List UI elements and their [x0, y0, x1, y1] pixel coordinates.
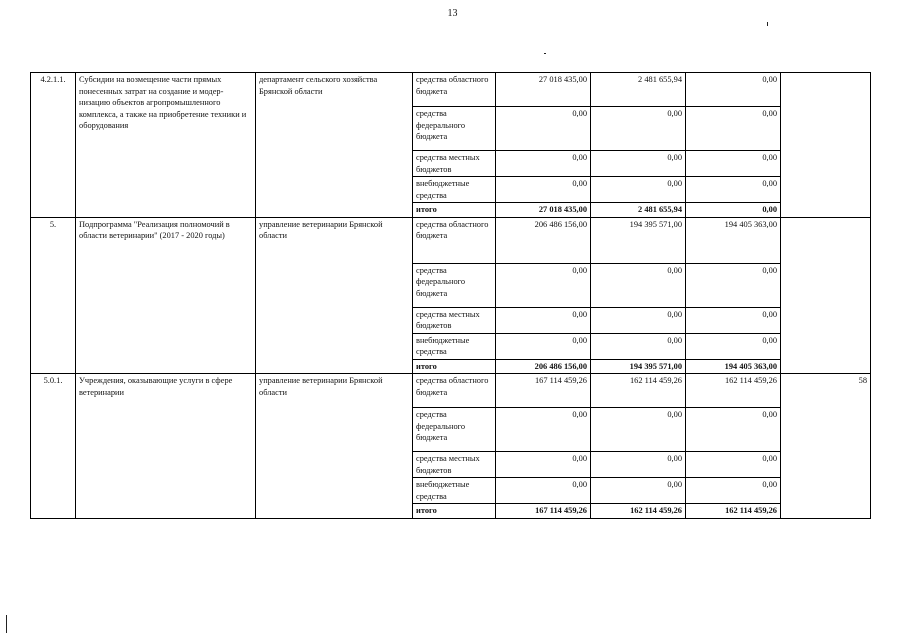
scan-speck — [544, 53, 546, 54]
funding-source: внебюджетные средства — [413, 478, 496, 504]
amount-2: 0,00 — [591, 307, 686, 333]
scan-speck — [767, 22, 768, 26]
executor-name: департамент сельского хозяйства Брянской области — [256, 73, 413, 218]
funding-source: средства местных бюджетов — [413, 151, 496, 177]
amount-1: 206 486 156,00 — [496, 217, 591, 263]
amount-1: 0,00 — [496, 478, 591, 504]
total-amount-3: 194 405 363,00 — [686, 359, 781, 374]
measure-name: Подпрограмма "Реализация полномочий в области ветеринарии" (2017 - 2020 годы) — [76, 217, 256, 374]
executor-name: управление ветеринарии Брянской области — [256, 217, 413, 374]
table-row — [31, 374, 871, 408]
amount-3: 0,00 — [686, 452, 781, 478]
amount-2: 0,00 — [591, 151, 686, 177]
amount-2: 0,00 — [591, 263, 686, 307]
executor-name: управление ветеринарии Брянской области — [256, 374, 413, 519]
total-amount-1: 206 486 156,00 — [496, 359, 591, 374]
amount-2: 2 481 655,94 — [591, 73, 686, 107]
amount-2: 0,00 — [591, 333, 686, 359]
amount-2: 0,00 — [591, 478, 686, 504]
table-row — [31, 217, 871, 263]
table-row — [31, 73, 871, 107]
funding-source: внебюджетные средства — [413, 333, 496, 359]
amount-3: 0,00 — [686, 177, 781, 203]
amount-3: 194 405 363,00 — [686, 217, 781, 263]
page-number: 13 — [447, 8, 458, 19]
amount-1: 0,00 — [496, 177, 591, 203]
total-amount-2: 162 114 459,26 — [591, 504, 686, 519]
amount-2: 0,00 — [591, 408, 686, 452]
amount-2: 162 114 459,26 — [591, 374, 686, 408]
amount-3: 0,00 — [686, 307, 781, 333]
total-amount-2: 194 395 571,00 — [591, 359, 686, 374]
amount-2: 194 395 571,00 — [591, 217, 686, 263]
amount-2: 0,00 — [591, 452, 686, 478]
measure-code: 5.0.1. — [31, 374, 76, 519]
extra-value — [781, 217, 871, 374]
funding-source: внебюджетные средства — [413, 177, 496, 203]
amount-3: 0,00 — [686, 73, 781, 107]
amount-1: 27 018 435,00 — [496, 73, 591, 107]
amount-1: 0,00 — [496, 333, 591, 359]
amount-1: 0,00 — [496, 151, 591, 177]
scan-speck — [6, 615, 7, 633]
amount-3: 0,00 — [686, 263, 781, 307]
amount-2: 0,00 — [591, 107, 686, 151]
funding-source: средства местных бюджетов — [413, 452, 496, 478]
measure-name: Субсидии на возмещение части прямых понесенных затрат на создание и модер-низацию объектов агропромышленного комплекса, а также на приобретение техники и оборудования — [76, 73, 256, 218]
total-amount-1: 27 018 435,00 — [496, 203, 591, 218]
amount-1: 0,00 — [496, 408, 591, 452]
funding-source: средства областного бюджета — [413, 374, 496, 408]
amount-1: 0,00 — [496, 263, 591, 307]
amount-3: 0,00 — [686, 408, 781, 452]
measure-code: 5. — [31, 217, 76, 374]
measure-name: Учреждения, оказывающие услуги в сфере ветеринарии — [76, 374, 256, 519]
amount-1: 0,00 — [496, 307, 591, 333]
amount-1: 167 114 459,26 — [496, 374, 591, 408]
funding-source: средства федерального бюджета — [413, 107, 496, 151]
funding-source-total: итого — [413, 203, 496, 218]
total-amount-2: 2 481 655,94 — [591, 203, 686, 218]
amount-1: 0,00 — [496, 107, 591, 151]
total-amount-1: 167 114 459,26 — [496, 504, 591, 519]
amount-3: 0,00 — [686, 333, 781, 359]
amount-3: 162 114 459,26 — [686, 374, 781, 408]
funding-source: средства федерального бюджета — [413, 263, 496, 307]
funding-source-total: итого — [413, 359, 496, 374]
budget-table — [30, 72, 871, 519]
funding-source-total: итого — [413, 504, 496, 519]
amount-3: 0,00 — [686, 107, 781, 151]
extra-value — [781, 73, 871, 218]
funding-source: средства областного бюджета — [413, 217, 496, 263]
funding-source: средства федерального бюджета — [413, 408, 496, 452]
extra-value: 58 — [781, 374, 871, 519]
amount-1: 0,00 — [496, 452, 591, 478]
amount-2: 0,00 — [591, 177, 686, 203]
funding-source: средства областного бюджета — [413, 73, 496, 107]
total-amount-3: 0,00 — [686, 203, 781, 218]
amount-3: 0,00 — [686, 151, 781, 177]
total-amount-3: 162 114 459,26 — [686, 504, 781, 519]
measure-code: 4.2.1.1. — [31, 73, 76, 218]
amount-3: 0,00 — [686, 478, 781, 504]
funding-source: средства местных бюджетов — [413, 307, 496, 333]
